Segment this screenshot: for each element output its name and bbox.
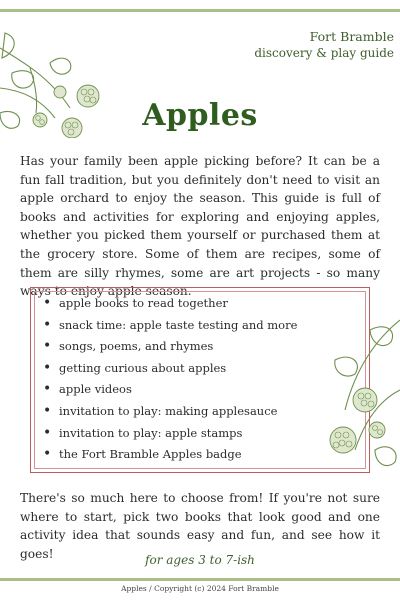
list-item: • invitation to play: making applesauce: [43, 401, 359, 423]
list-item: • apple books to read together: [43, 293, 359, 315]
intro-paragraph: Has your family been apple picking before? It can be a fun fall tradition, but you definitely don't need to visit an apple orchard to enjoy the season. This guide is full of books and activities for exploring and enjoying apples, whether you picked them yourself or purchased them at the grocery store. Some of them are recipes, some of them are silly rhymes, some are art projects - so many ways to enjoy apple season.: [20, 154, 380, 299]
list-item: • invitation to play: apple stamps: [43, 423, 359, 445]
outro-paragraph: There's so much here to choose from! If you're not sure where to start, pick two books that look good and one activity idea that sounds easy and fun, and see how it goes!: [20, 491, 380, 561]
list-item: • apple videos: [43, 379, 359, 401]
contents-list: [43, 293, 359, 466]
top-rule: [0, 9, 400, 12]
page-title: Apples: [142, 98, 258, 133]
copyright-footer: Apples / Copyright (c) 2024 Fort Bramble: [121, 584, 279, 593]
list-item: • getting curious about apples: [43, 358, 359, 380]
list-item: • songs, poems, and rhymes: [43, 336, 359, 358]
brand-header: [254, 28, 394, 62]
age-range: for ages 3 to 7-ish: [145, 553, 255, 567]
brand-subtitle: discovery & play guide: [254, 46, 394, 60]
list-item: • snack time: apple taste testing and more: [43, 315, 359, 337]
list-item: • the Fort Bramble Apples badge: [43, 444, 359, 466]
blackberry-branch-illustration: [315, 300, 400, 485]
brand-name: Fort Bramble: [309, 29, 394, 44]
bottom-rule: [0, 578, 400, 581]
